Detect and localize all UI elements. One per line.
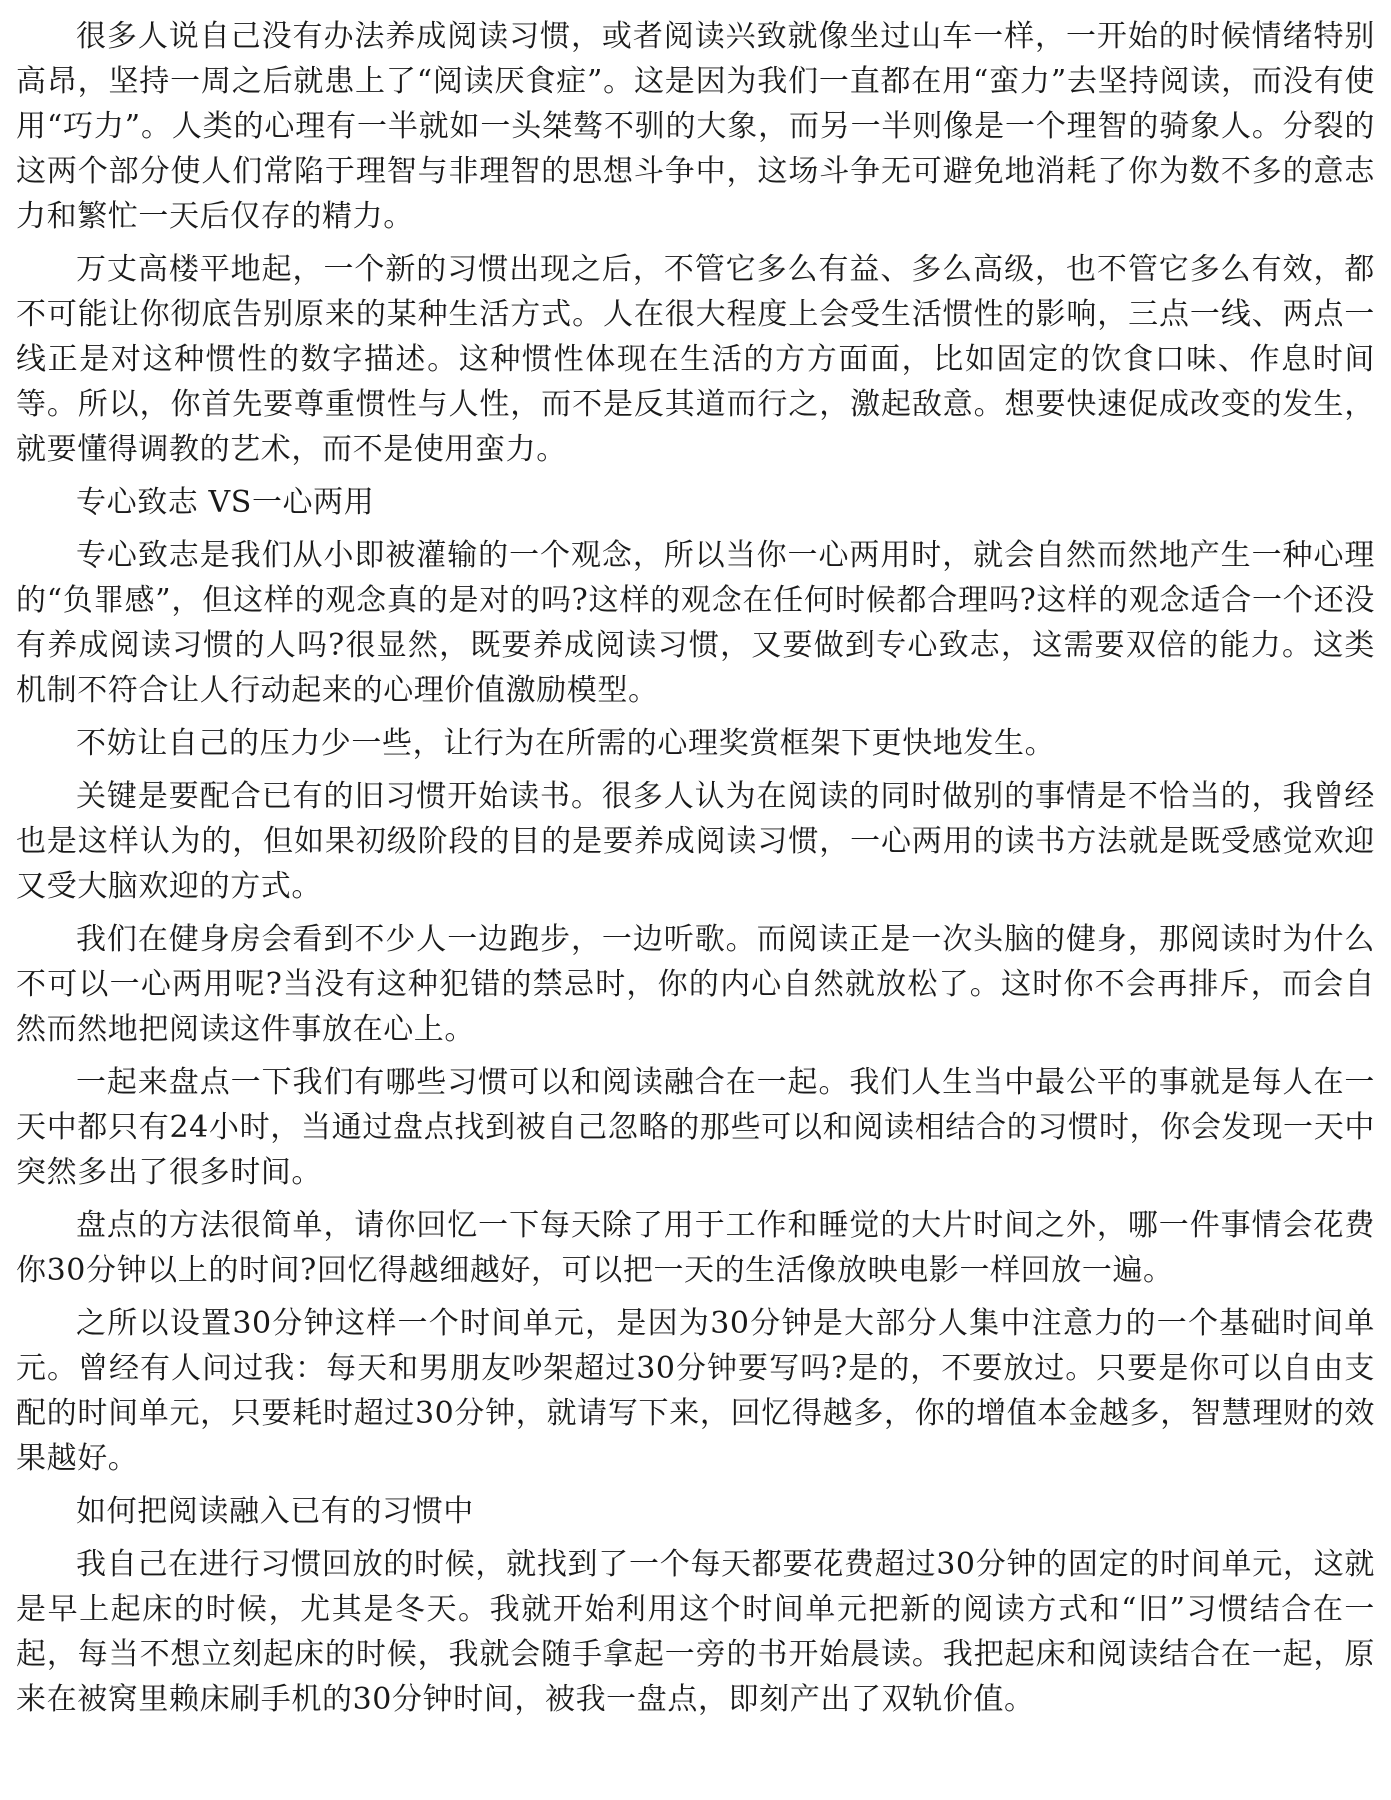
paragraph-5: 关键是要配合已有的旧习惯开始读书。很多人认为在阅读的同时做别的事情是不恰当的，我曾经也是这样认为的，但如果初级阶段的目的是要养成阅读习惯，一心两用的读书方法就是既受感觉欢迎又受大脑欢迎的方式。: [16, 779, 1375, 904]
paragraph-8: 盘点的方法很简单，请你回忆一下每天除了用于工作和睡觉的大片时间之外，哪一件事情会花费你30分钟以上的时间?回忆得越细越好，可以把一天的生活像放映电影一样回放一遍。: [16, 1208, 1375, 1288]
paragraph-10: 我自己在进行习惯回放的时候，就找到了一个每天都要花费超过30分钟的固定的时间单元，这就是早上起床的时候，尤其是冬天。我就开始利用这个时间单元把新的阅读方式和“旧”习惯结合在一起，每当不想立刻起床的时候，我就会随手拿起一旁的书开始晨读。我把起床和阅读结合在一起，原来在被窝里赖床刷手机的30分钟时间，被我一盘点，即刻产出了双轨价值。: [16, 1547, 1375, 1717]
paragraph-7: 一起来盘点一下我们有哪些习惯可以和阅读融合在一起。我们人生当中最公平的事就是每人在一天中都只有24小时，当通过盘点找到被自己忽略的那些可以和阅读相结合的习惯时，你会发现一天中突然多出了很多时间。: [16, 1065, 1375, 1190]
paragraph-3: 专心致志是我们从小即被灌输的一个观念，所以当你一心两用时，就会自然而然地产生一种心理的“负罪感”，但这样的观念真的是对的吗?这样的观念在任何时候都合理吗?这样的观念适合一个还没有养成阅读习惯的人吗?很显然，既要养成阅读习惯，又要做到专心致志，这需要双倍的能力。这类机制不符合让人行动起来的心理价值激励模型。: [16, 538, 1375, 708]
paragraph-9: 之所以设置30分钟这样一个时间单元，是因为30分钟是大部分人集中注意力的一个基础时间单元。曾经有人问过我：每天和男朋友吵架超过30分钟要写吗?是的，不要放过。只要是你可以自由支配的时间单元，只要耗时超过30分钟，就请写下来，回忆得越多，你的增值本金越多，智慧理财的效果越好。: [16, 1306, 1375, 1476]
paragraph-1: 很多人说自己没有办法养成阅读习惯，或者阅读兴致就像坐过山车一样，一开始的时候情绪特别高昂，坚持一周之后就患上了“阅读厌食症”。这是因为我们一直都在用“蛮力”去坚持阅读，而没有使用“巧力”。人类的心理有一半就如一头桀骜不驯的大象，而另一半则像是一个理智的骑象人。分裂的这两个部分使人们常陷于理智与非理智的思想斗争中，这场斗争无可避免地消耗了你为数不多的意志力和繁忙一天后仅存的精力。: [16, 19, 1375, 234]
section-heading-focus: 专心致志 VS一心两用: [76, 485, 375, 520]
section-heading-habit: 如何把阅读融入已有的习惯中: [76, 1494, 474, 1529]
paragraph-4: 不妨让自己的压力少一些，让行为在所需的心理奖赏框架下更快地发生。: [76, 726, 1056, 761]
paragraph-6: 我们在健身房会看到不少人一边跑步，一边听歌。而阅读正是一次头脑的健身，那阅读时为什么不可以一心两用呢?当没有这种犯错的禁忌时，你的内心自然就放松了。这时你不会再排斥，而会自然而然地把阅读这件事放在心上。: [16, 922, 1375, 1047]
paragraph-2: 万丈高楼平地起，一个新的习惯出现之后，不管它多么有益、多么高级，也不管它多么有效，都不可能让你彻底告别原来的某种生活方式。人在很大程度上会受生活惯性的影响，三点一线、两点一线正是对这种惯性的数字描述。这种惯性体现在生活的方方面面，比如固定的饮食口味、作息时间等。所以，你首先要尊重惯性与人性，而不是反其道而行之，激起敌意。想要快速促成改变的发生，就要懂得调教的艺术，而不是使用蛮力。: [16, 252, 1375, 467]
